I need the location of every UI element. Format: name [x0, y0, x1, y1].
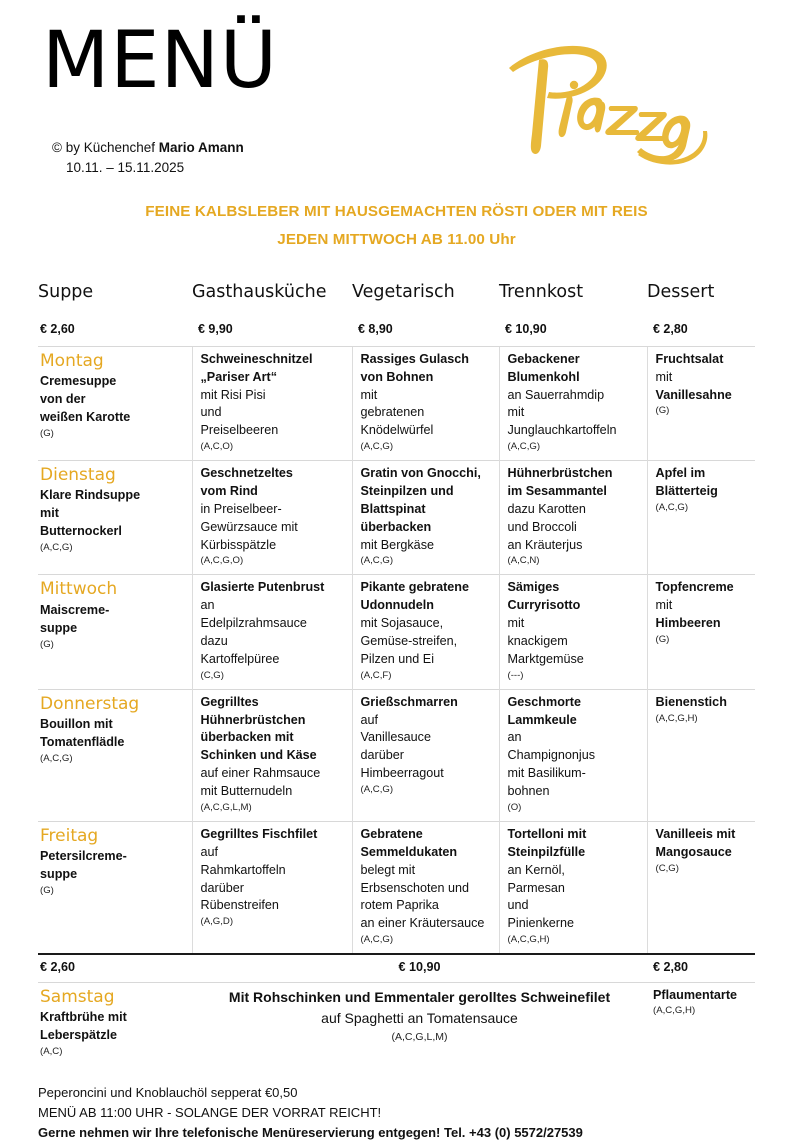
- dessert-allergens: (G): [655, 634, 670, 645]
- gasthauskueche-line: „Pariser Art“: [200, 369, 278, 384]
- gasthauskueche-cell: [192, 821, 352, 953]
- category-trennkost: Trennkost: [499, 282, 584, 303]
- trennkost-line: Pinienkerne: [507, 916, 575, 931]
- suppe-cell: [38, 575, 192, 689]
- price-gasthauskueche: € 9,90: [198, 322, 233, 337]
- trennkost-line: Steinpilzfülle: [507, 844, 586, 859]
- gasthauskueche-allergens: (A,C,G,O): [200, 555, 244, 567]
- vegetarisch-line: Rassiges Gulasch: [360, 351, 469, 366]
- saturday-main-text: [198, 987, 641, 1044]
- gasthauskueche-line: Hühnerbrüstchen: [200, 712, 306, 727]
- vegetarisch-line: Grießschmarren: [360, 694, 458, 709]
- gasthauskueche-line: mit Butternudeln: [200, 784, 293, 799]
- price-suppe: € 2,60: [40, 322, 75, 337]
- gasthauskueche-line: Schweineschnitzel: [200, 351, 313, 366]
- vegetarisch-line: Semmeldukaten: [360, 844, 458, 859]
- gasthauskueche-allergens: (A,C,G,L,M): [200, 801, 252, 813]
- suppe-line: Klare Rindsuppe: [40, 488, 141, 503]
- trennkost-line: an Sauerrahmdip: [507, 387, 605, 402]
- vegetarisch-cell: [352, 461, 499, 575]
- vegetarisch-line: von Bohnen: [360, 369, 434, 384]
- trennkost-line: dazu Karotten: [507, 501, 586, 516]
- vegetarisch-line: Pikante gebratene: [360, 580, 469, 595]
- day-name: Dienstag: [40, 465, 116, 486]
- saturday-main-line: auf Spaghetti an Tomatensauce: [321, 1009, 518, 1026]
- price-bottom-suppe: € 2,60: [38, 954, 192, 982]
- suppe-cell: [38, 346, 192, 460]
- vegetarisch-cell: [352, 689, 499, 821]
- day-row: [38, 461, 755, 575]
- saturday-dessert-line: Pflaumentarte: [653, 987, 738, 1002]
- chef-name: Mario Amann: [158, 140, 244, 155]
- trennkost-allergens: (A,C,N): [507, 555, 540, 567]
- footer-line-1: Peperoncini und Knoblauchöl sepperat €0,50: [38, 1084, 298, 1100]
- gasthauskueche-line: an: [200, 598, 215, 613]
- gasthauskueche-line: dazu: [200, 634, 228, 648]
- category-vegetarisch: Vegetarisch: [352, 282, 455, 303]
- vegetarisch-line: Gratin von Gnocchi,: [360, 466, 481, 481]
- dessert-cell: [647, 461, 755, 575]
- dessert-line: mit: [655, 598, 673, 613]
- price-bottom-middle: € 10,90: [192, 954, 647, 982]
- dessert-line: Apfel im: [655, 466, 706, 481]
- trennkost-line: Hühnerbrüstchen: [507, 466, 613, 481]
- credit-line: [52, 138, 244, 158]
- gasthauskueche-line: Rahmkartoffeln: [200, 862, 286, 877]
- price-bottom-dessert: € 2,80: [647, 954, 755, 982]
- trennkost-line: Sämiges: [507, 580, 560, 595]
- dessert-cell: [647, 575, 755, 689]
- trennkost-cell: [499, 821, 647, 953]
- day-row: [38, 821, 755, 953]
- trennkost-cell: [499, 575, 647, 689]
- credit-prefix: © by Küchenchef: [52, 140, 159, 155]
- trennkost-line: an: [507, 730, 522, 745]
- gasthauskueche-line: auf: [200, 844, 219, 859]
- gasthauskueche-line: mit Risi Pisi: [200, 387, 266, 402]
- saturday-dessert-cell: [647, 982, 755, 1065]
- gasthauskueche-cell: [192, 461, 352, 575]
- gasthauskueche-allergens: (A,C,O): [200, 441, 234, 453]
- category-dessert: Dessert: [647, 282, 715, 303]
- vegetarisch-line: rotem Paprika: [360, 898, 439, 913]
- gasthauskueche-line: darüber: [200, 880, 244, 895]
- saturday-main-cell: [192, 982, 647, 1065]
- trennkost-line: an Kernöl,: [507, 862, 565, 877]
- price-row-top: [38, 312, 755, 346]
- day-name: Donnerstag: [40, 693, 140, 714]
- gasthauskueche-line: Gegrilltes Fischfilet: [200, 826, 318, 841]
- dessert-cell: [647, 346, 755, 460]
- gasthauskueche-line: Rübenstreifen: [200, 898, 279, 913]
- vegetarisch-cell: [352, 575, 499, 689]
- piazza-logo: [495, 36, 710, 166]
- suppe-allergens: (A,C,G): [40, 752, 73, 764]
- trennkost-line: Curryrisotto: [507, 598, 581, 613]
- footer-line-2: MENÜ AB 11:00 UHR - SOLANGE DER VORRAT REICHT!: [38, 1104, 382, 1120]
- suppe-line: suppe: [40, 620, 78, 635]
- suppe-line: Tomatenflädle: [40, 734, 125, 749]
- vegetarisch-line: überbacken: [360, 519, 432, 534]
- day-row: [38, 575, 755, 689]
- vegetarisch-line: belegt mit: [360, 862, 416, 877]
- suppe-line: suppe: [40, 867, 78, 882]
- gasthauskueche-line: Kartoffelpüree: [200, 651, 280, 666]
- gasthauskueche-line: Geschnetzeltes: [200, 466, 293, 481]
- gasthauskueche-allergens: (C,G): [200, 669, 224, 681]
- saturday-row: [38, 982, 755, 1065]
- vegetarisch-line: mit Sojasauce,: [360, 616, 444, 631]
- trennkost-cell: [499, 461, 647, 575]
- day-name: Freitag: [40, 825, 99, 846]
- suppe-cell: [38, 821, 192, 953]
- vegetarisch-line: Vanillesauce: [360, 730, 431, 745]
- trennkost-line: Geschmorte: [507, 694, 581, 709]
- gasthauskueche-line: Glasierte Putenbrust: [200, 580, 325, 595]
- suppe-cell: [38, 461, 192, 575]
- vegetarisch-cell: [352, 821, 499, 953]
- suppe-line: Maiscreme-: [40, 602, 110, 617]
- dessert-allergens: (A,C,G): [655, 501, 689, 513]
- trennkost-line: Tortelloni mit: [507, 826, 587, 841]
- vegetarisch-cell: [352, 346, 499, 460]
- dessert-line: Fruchtsalat: [655, 351, 724, 366]
- vegetarisch-line: Gemüse-streifen,: [360, 634, 458, 648]
- saturday-table: [38, 953, 755, 1065]
- dessert-cell: [647, 821, 755, 953]
- trennkost-cell: [499, 346, 647, 460]
- price-row-bottom: [38, 954, 755, 982]
- vegetarisch-line: auf: [360, 712, 379, 727]
- suppe-line: Butternockerl: [40, 524, 122, 539]
- date-range: 10.11. – 15.11.2025: [66, 159, 185, 175]
- price-vegetarisch: € 8,90: [358, 322, 393, 337]
- saturday-suppe-text: [40, 1009, 184, 1059]
- gasthauskueche-cell: [192, 346, 352, 460]
- suppe-line: mit: [40, 506, 59, 521]
- trennkost-allergens: (O): [507, 801, 522, 813]
- vegetarisch-line: Himbeerragout: [360, 766, 444, 781]
- dessert-line: Bienenstich: [655, 694, 727, 709]
- suppe-allergens: (A,C,G): [40, 542, 73, 554]
- day-row: [38, 346, 755, 460]
- suppe-allergens: (G): [40, 427, 54, 439]
- trennkost-line: mit Basilikum-: [507, 766, 586, 781]
- suppe-line: Bouillon mit: [40, 717, 113, 732]
- suppe-line: von der: [40, 392, 86, 407]
- trennkost-line: Lammkeule: [507, 712, 577, 727]
- gasthauskueche-line: in Preiselbeer-: [200, 501, 282, 516]
- page-footer: [38, 1083, 755, 1143]
- vegetarisch-line: Erbsenschoten und: [360, 880, 470, 895]
- special-banner: [0, 198, 793, 254]
- vegetarisch-allergens: (A,C,G): [360, 441, 394, 453]
- trennkost-allergens: (---): [507, 669, 524, 681]
- day-name: Mittwoch: [40, 579, 118, 600]
- trennkost-line: Gebackener: [507, 351, 580, 366]
- vegetarisch-line: mit Bergkäse: [360, 537, 434, 552]
- vegetarisch-line: an einer Kräutersauce: [360, 916, 485, 931]
- saturday-dessert-allergens: (A,C,G,H): [653, 1005, 696, 1017]
- saturday-main-allergens: (A,C,G,L,M): [391, 1030, 448, 1043]
- gasthauskueche-line: und: [200, 405, 222, 420]
- vegetarisch-line: gebratenen: [360, 405, 425, 420]
- suppe-allergens: (G): [40, 885, 54, 897]
- saturday-dessert-text: [653, 987, 747, 1019]
- page-header: [0, 0, 793, 190]
- vegetarisch-allergens: (A,C,G): [360, 934, 394, 946]
- category-header-row: [38, 254, 755, 312]
- day-row: [38, 689, 755, 821]
- gasthauskueche-line: überbacken mit: [200, 730, 294, 745]
- vegetarisch-line: Steinpilzen und: [360, 483, 454, 498]
- dessert-cell: [647, 689, 755, 821]
- dessert-line: Vanillesahne: [655, 387, 732, 402]
- page-title: MENÜ: [42, 16, 279, 106]
- footer-line-3: Gerne nehmen wir Ihre telefonische Menüreservierung entgegen! Tel. +43 (0) 5572/27539: [38, 1124, 583, 1140]
- trennkost-line: Blumenkohl: [507, 369, 580, 384]
- gasthauskueche-cell: [192, 575, 352, 689]
- category-gasthauskueche: Gasthausküche: [192, 282, 327, 303]
- gasthauskueche-line: Preiselbeeren: [200, 423, 279, 438]
- saturday-main-line: Mit Rohschinken und Emmentaler gerolltes Schweinefilet: [228, 988, 611, 1005]
- trennkost-cell: [499, 689, 647, 821]
- suppe-line: Petersilcreme-: [40, 849, 127, 864]
- vegetarisch-line: mit: [360, 387, 378, 402]
- saturday-suppe-line: Kraftbrühe mit: [40, 1009, 127, 1024]
- saturday-suppe-line: Leberspätzle: [40, 1027, 117, 1042]
- suppe-line: weißen Karotte: [40, 409, 131, 424]
- gasthauskueche-line: Gegrilltes: [200, 694, 259, 709]
- dessert-line: Topfencreme: [655, 580, 734, 595]
- trennkost-line: Champignonjus: [507, 748, 596, 763]
- dessert-line: Himbeeren: [655, 616, 721, 631]
- trennkost-line: mit: [507, 405, 525, 420]
- day-name: Montag: [40, 350, 104, 371]
- vegetarisch-allergens: (A,C,G): [360, 555, 394, 567]
- trennkost-line: und Broccoli: [507, 519, 577, 534]
- vegetarisch-line: Pilzen und Ei: [360, 651, 435, 666]
- trennkost-line: an Kräuterjus: [507, 537, 583, 552]
- trennkost-line: mit: [507, 616, 525, 631]
- trennkost-line: im Sesammantel: [507, 483, 607, 498]
- gasthauskueche-line: vom Rind: [200, 483, 258, 498]
- banner-line-1: FEINE KALBSLEBER MIT HAUSGEMACHTEN RÖSTI ODER MIT REIS: [145, 203, 648, 220]
- trennkost-line: Marktgemüse: [507, 651, 584, 666]
- suppe-line: Cremesuppe: [40, 374, 117, 389]
- gasthauskueche-line: Schinken und Käse: [200, 748, 317, 763]
- day-name-samstag: Samstag: [40, 986, 115, 1007]
- vegetarisch-line: Gebratene: [360, 826, 423, 841]
- vegetarisch-allergens: (A,C,F): [360, 669, 392, 681]
- menu-table: [38, 254, 755, 953]
- gasthauskueche-cell: [192, 689, 352, 821]
- gasthauskueche-line: Kürbisspätzle: [200, 537, 277, 552]
- trennkost-allergens: (A,C,G): [507, 441, 541, 453]
- trennkost-line: bohnen: [507, 784, 550, 799]
- saturday-suppe-allergens: (A,C): [40, 1045, 63, 1057]
- trennkost-line: Parmesan: [507, 880, 565, 895]
- dessert-allergens: (G): [655, 405, 670, 417]
- dessert-line: Mangosauce: [655, 844, 732, 859]
- gasthauskueche-allergens: (A,G,D): [200, 916, 234, 928]
- vegetarisch-line: Udonnudeln: [360, 598, 434, 613]
- price-trennkost: € 10,90: [505, 322, 547, 337]
- price-dessert: € 2,80: [653, 322, 688, 337]
- dessert-line: mit: [655, 369, 673, 384]
- category-suppe: Suppe: [38, 282, 94, 303]
- suppe-allergens: (G): [40, 638, 54, 650]
- vegetarisch-allergens: (A,C,G): [360, 784, 394, 796]
- vegetarisch-line: Knödelwürfel: [360, 423, 434, 438]
- trennkost-line: Junglauchkartoffeln: [507, 423, 617, 438]
- trennkost-line: und: [507, 898, 529, 913]
- gasthauskueche-line: auf einer Rahmsauce: [200, 766, 321, 781]
- gasthauskueche-line: Gewürzsauce mit: [200, 519, 298, 534]
- gasthauskueche-line: Edelpilzrahmsauce: [200, 616, 307, 631]
- saturday-suppe-cell: [38, 982, 192, 1065]
- dessert-allergens: (C,G): [655, 862, 679, 874]
- credit-block: [52, 138, 244, 177]
- dessert-line: Vanilleeis mit: [655, 826, 736, 841]
- trennkost-allergens: (A,C,G,H): [507, 934, 550, 946]
- banner-line-2: JEDEN MITTWOCH AB 11.00 Uhr: [277, 231, 516, 249]
- suppe-cell: [38, 689, 192, 821]
- vegetarisch-line: Blattspinat: [360, 501, 426, 516]
- trennkost-line: knackigem: [507, 634, 568, 648]
- dessert-line: Blätterteig: [655, 483, 718, 498]
- vegetarisch-line: darüber: [360, 748, 404, 763]
- dessert-allergens: (A,C,G,H): [655, 712, 698, 724]
